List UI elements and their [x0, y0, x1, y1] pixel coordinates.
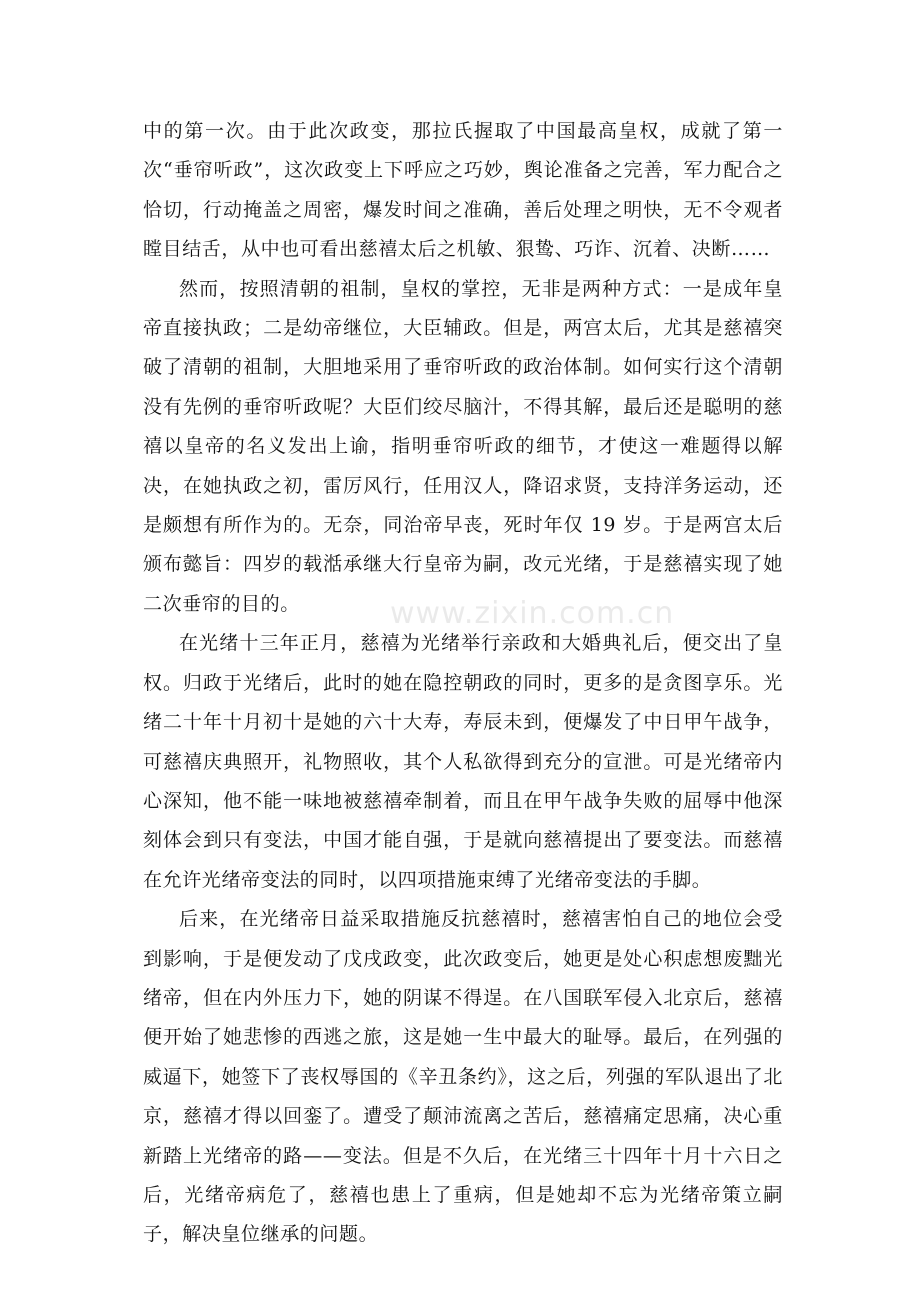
- document-body: [143, 112, 783, 1255]
- paragraph-3: 在光绪十三年正月，慈禧为光绪举行亲政和大婚典礼后，便交出了皇权。归政于光绪后，此时的她在隐控朝政的同时，更多的是贪图享乐。光绪二十年十月初十是她的六十大寿，寿辰未到，便爆发了中日甲午战争，可慈禧庆典照开，礼物照收，其个人私欲得到充分的宣泄。可是光绪帝内心深知，他不能一味地被慈禧牵制着，而且在甲午战争失败的屈辱中他深刻体会到只有变法，中国才能自强，于是就向慈禧提出了要变法。而慈禧在允许光绪帝变法的同时，以四项措施束缚了光绪帝变法的手脚。: [143, 632, 783, 891]
- paragraph-1: 中的第一次。由于此次政变，那拉氏握取了中国最高皇权，成就了第一次“垂帘听政”，这次政变上下呼应之巧妙，舆论准备之完善，军力配合之恰切，行动掩盖之周密，爆发时间之准确，善后处理之明快，无不令观者瞠目结舌，从中也可看出慈禧太后之机敏、狠鸷、巧诈、沉着、决断……: [143, 120, 783, 261]
- paragraph-4: 后来，在光绪帝日益采取措施反抗慈禧时，慈禧害怕自己的地位会受到影响，于是便发动了戊戌政变，此次政变后，她更是处心积虑想废黜光绪帝，但在内外压力下，她的阴谋不得逞。在八国联军侵入北京后，慈禧便开始了她悲惨的西逃之旅，这是她一生中最大的耻辱。最后，在列强的威逼下，她签下了丧权辱国的《辛丑条约》，这之后，列强的军队退出了北京，慈禧才得以回銮了。遭受了颠沛流离之苦后，慈禧痛定思痛，决心重新踏上光绪帝的路——变法。但是不久后，在光绪三十四年十月十六日之后，光绪帝病危了，慈禧也患上了重病，但是她却不忘为光绪帝策立嗣子，解决皇位继承的问题。: [143, 908, 783, 1246]
- paragraph-2: 然而，按照清朝的祖制，皇权的掌控，无非是两种方式：一是成年皇帝直接执政；二是幼帝继位，大臣辅政。但是，两宫太后，尤其是慈禧突破了清朝的祖制，大胆地采用了垂帘听政的政治体制。如何实行这个清朝没有先例的垂帘听政呢？大臣们绞尽脑汁，不得其解，最后还是聪明的慈禧以皇帝的名义发出上谕，指明垂帘听政的细节，才使这一难题得以解决，在她执政之初，雷厉风行，任用汉人，降诏求贤，支持洋务运动，还是颇想有所作为的。无奈，同治帝早丧，死时年仅 19 岁。于是两宫太后颁布懿旨：四岁的载湉承继大行皇帝为嗣，改元光绪，于是慈禧实现了她二次垂帘的目的。: [143, 277, 783, 615]
- watermark-text: www.zixin.com.cn: [390, 596, 675, 631]
